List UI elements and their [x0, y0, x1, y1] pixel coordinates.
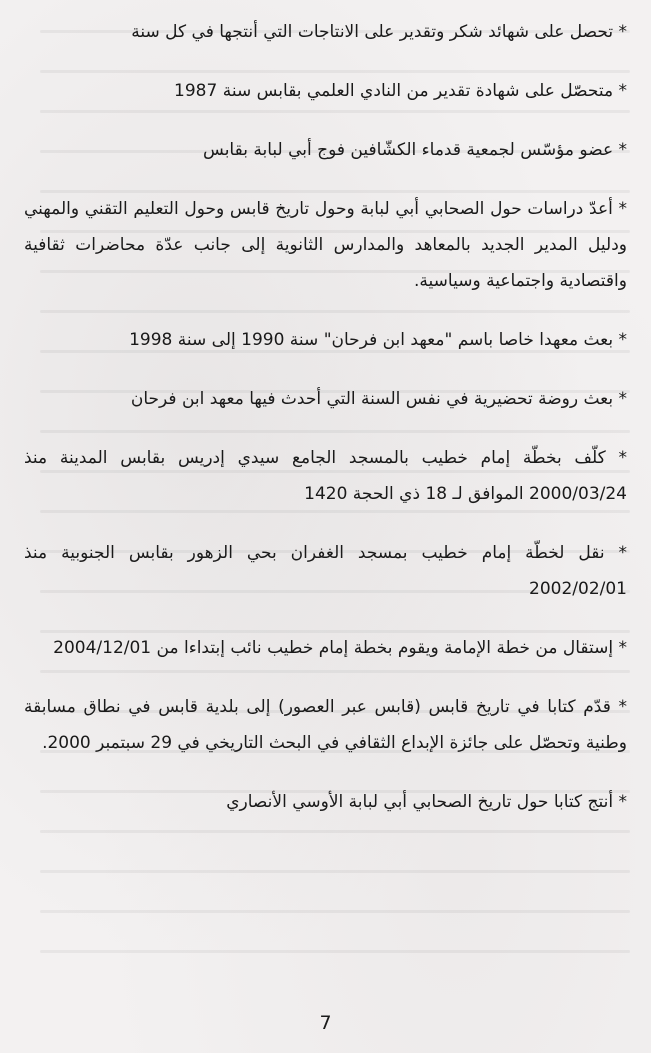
paragraph-institute: * بعث معهدا خاصا باسم "معهد ابن فرحان" سنة 1990 إلى سنة 1998	[129, 330, 627, 350]
paragraph-certificates: * تحصل على شهائد شكر وتقدير على الانتاجات التي أنتجها في كل سنة	[131, 22, 627, 42]
paragraph-resignation: * إستقال من خطة الإمامة ويقوم بخطة إمام خطيب نائب إبتداءا من 2004/12/01	[53, 638, 627, 658]
paragraph-history-book: * قدّم كتابا في تاريخ قابس (قابس عبر العصور) إلى بلدية قابس في نطاق مسابقة وطنية وتحصّل على جائزة الإبداع الثقافي في البحث التاريخي في 29 سبتمبر 2000.	[24, 697, 627, 753]
paragraph-companion-book: * أنتج كتابا حول تاريخ الصحابي أبي لبابة الأوسي الأنصاري	[226, 792, 627, 812]
page-number: 7	[319, 1012, 332, 1034]
paragraph-scouts-founder: * عضو مؤسّس لجمعية قدماء الكشّافين فوج أبي لبابة بقابس	[203, 140, 627, 160]
document-body	[24, 14, 627, 843]
paragraph-science-club: * متحصّل على شهادة تقدير من النادي العلمي بقابس سنة 1987	[174, 81, 627, 101]
paragraph-imam-ghofran: * نقل لخطّة إمام خطيب بمسجد الغفران بحي الزهور بقابس الجنوبية منذ 2002/02/01	[24, 543, 627, 599]
paragraph-imam-idris: * كلّف بخطّة إمام خطيب بالمسجد الجامع سيدي إدريس بقابس المدينة منذ 2000/03/24 الموافق لـ 18 ذي الحجة 1420	[24, 448, 627, 504]
paragraph-kindergarten: * بعث روضة تحضيرية في نفس السنة التي أحدث فيها معهد ابن فرحان	[130, 389, 627, 409]
paragraph-studies: * أعدّ دراسات حول الصحابي أبي لبابة وحول تاريخ قابس وحول التعليم التقني والمهني ودليل المدير الجديد بالمعاهد والمدارس الثانوية إلى جانب عدّة محاضرات ثقافية واقتصادية واجتماعية وسياسية.	[24, 199, 627, 291]
